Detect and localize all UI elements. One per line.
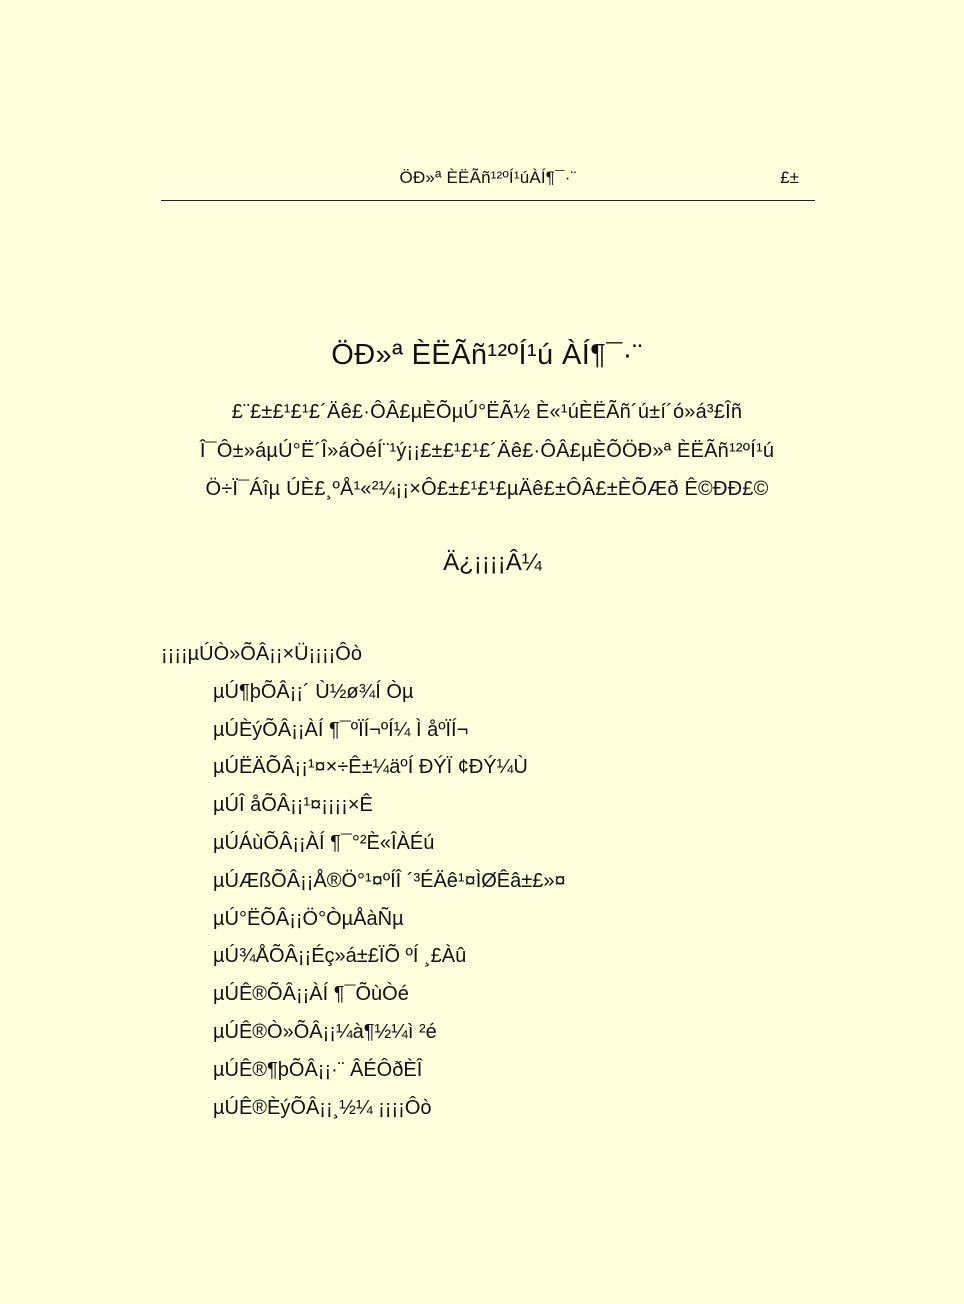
document-title: ÖÐ»ª ÈËÃñ¹²ºÍ¹ú ÀÍ¶¯·¨ [331,339,643,371]
toc-chapter-9: µÚ¾ÅÕÂ¡¡Éç»á±£ÏÕ ºÍ ¸£Àû [213,945,467,968]
toc-chapter-10: µÚÊ®ÕÂ¡¡ÀÍ ¶¯ÕùÒé [213,983,409,1006]
abstract-line: £¨£±£¹£¹£´Äê£·ÔÂ£µÈÕµÚ°ËÃ½ È«¹úÈËÃñ´ú±í´ó»á³£Îñ [231,401,743,423]
table-of-contents [161,636,801,1127]
page-number: £± [780,168,799,187]
toc-chapter-3: µÚÈýÕÂ¡¡ÀÍ ¶¯ºÏÍ¬ºÍ¼ Ì åºÏÍ¬ [213,718,469,741]
toc-chapter-1: ¡¡¡¡µÚÒ»ÕÂ¡¡×Ü¡¡¡¡Ôò [161,643,362,665]
toc-chapter-11: µÚÊ®Ò»ÕÂ¡¡¼à¶½¼ì ²é [213,1020,437,1043]
running-title: ÖÐ»ª ÈËÃñ¹²ºÍ¹úÀÍ¶¯·¨ [399,168,577,187]
toc-chapter-13: µÚÊ®ÈýÕÂ¡¡¸½¼ ¡¡¡¡Ôò [213,1096,432,1119]
toc-heading: Ä¿¡¡¡¡Â¼ [443,549,542,576]
document-abstract [0,393,964,509]
abstract-line: Ö÷Ï¯Áîµ ÚÈ£¸ºÅ¹«²¼¡¡×Ô£±£¹£¹£µÄê£±ÔÂ£±ÈÕÆð Ê©ÐÐ£© [205,478,769,500]
toc-chapter-5: µÚÎ åÕÂ¡¡¹¤¡¡¡¡×Ê [213,794,373,817]
toc-chapter-4: µÚËÄÕÂ¡¡¹¤×÷Ê±¼äºÍ ÐÝÏ ¢ÐÝ¼Ù [213,756,528,779]
running-header [161,166,815,201]
toc-chapter-2: µÚ¶þÕÂ¡¡´ Ù½ø¾Í Òµ [213,680,414,703]
toc-chapter-8: µÚ°ËÕÂ¡¡Ö°ÒµÅàÑµ [213,907,404,930]
toc-chapter-6: µÚÁùÕÂ¡¡ÀÍ ¶¯°²È«ÎÀÉú [213,831,435,854]
toc-chapter-7: µÚÆßÕÂ¡¡Å®Ö°¹¤ºÍÎ ´³ÉÄê¹¤ÌØÊâ±£»¤ [213,869,566,892]
toc-chapter-12: µÚÊ®¶þÕÂ¡¡·¨ ÂÉÔðÈÎ [213,1058,423,1081]
abstract-line: Î¯Ô±»áµÚ°Ë´Î»áÒéÍ¨¹ý¡¡£±£¹£¹£´Äê£·ÔÂ£µÈÕÖÐ»ª ÈËÃñ¹²ºÍ¹ú [199,439,775,462]
